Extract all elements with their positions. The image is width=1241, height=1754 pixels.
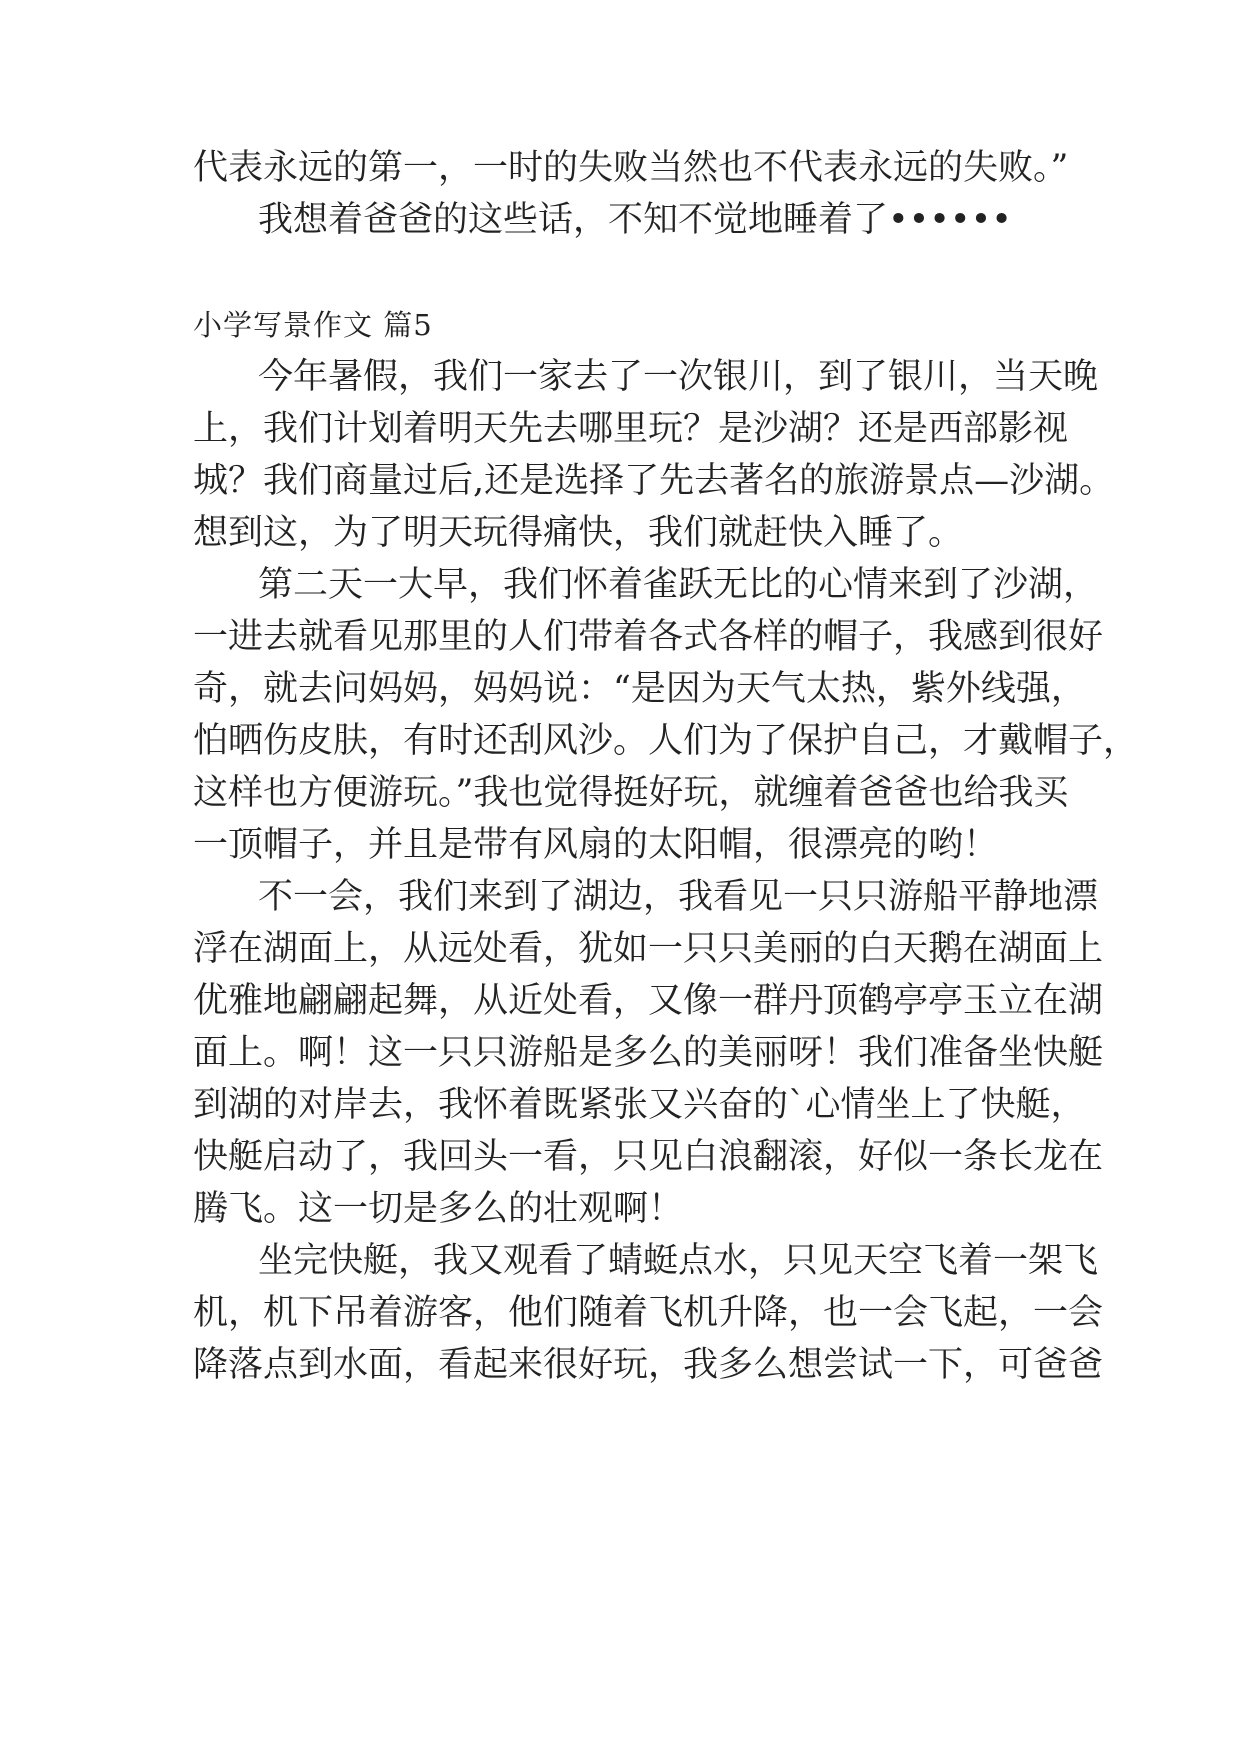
text-line: 上，我们计划着明天先去哪里玩？是沙湖？还是西部影视 xyxy=(193,409,1069,449)
text-line: 降落点到水面，看起来很好玩，我多么想尝试一下，可爸爸 xyxy=(193,1345,1104,1385)
text-line: 奇，就去问妈妈，妈妈说：“是因为天气太热，紫外线强， xyxy=(193,669,1086,709)
text-line: 想到这，为了明天玩得痛快，我们就赶快入睡了。 xyxy=(193,513,964,553)
text-line: 不一会，我们来到了湖边，我看见一只只游船平静地漂 xyxy=(258,877,1099,917)
text-line: 优雅地翩翩起舞，从近处看，又像一群丹顶鹤亭亭玉立在湖 xyxy=(193,981,1104,1021)
text-line: 我想着爸爸的这些话，不知不觉地睡着了•••••• xyxy=(258,200,1012,240)
text-line: 坐完快艇，我又观看了蜻蜓点水，只见天空飞着一架飞 xyxy=(258,1241,1099,1281)
text-line: 腾飞。这一切是多么的壮观啊！ xyxy=(193,1189,684,1229)
text-line: 怕晒伤皮肤，有时还刮风沙。人们为了保护自己，才戴帽子， xyxy=(193,721,1139,761)
section-heading: 小学写景作文 篇5 xyxy=(193,308,433,342)
text-line: 一进去就看见那里的人们带着各式各样的帽子，我感到很好 xyxy=(193,617,1104,657)
text-line: 一顶帽子，并且是带有风扇的太阳帽，很漂亮的哟！ xyxy=(193,825,999,865)
text-line: 代表永远的第一，一时的失败当然也不代表永远的失败。” xyxy=(193,148,1069,188)
text-line: 面上。啊！这一只只游船是多么的美丽呀！我们准备坐快艇 xyxy=(193,1033,1104,1073)
text-line: 今年暑假，我们一家去了一次银川，到了银川，当天晚 xyxy=(258,357,1099,397)
text-line: 第二天一大早，我们怀着雀跃无比的心情来到了沙湖， xyxy=(258,565,1099,605)
text-line: 快艇启动了，我回头一看，只见白浪翻滚，好似一条长龙在 xyxy=(193,1137,1104,1177)
text-line: 浮在湖面上，从远处看，犹如一只只美丽的白天鹅在湖面上 xyxy=(193,929,1104,969)
text-line: 城？我们商量过后,还是选择了先去著名的旅游景点—沙湖。 xyxy=(193,461,1115,501)
text-line: 到湖的对岸去，我怀着既紧张又兴奋的`心情坐上了快艇， xyxy=(193,1085,1086,1125)
text-line: 机，机下吊着游客，他们随着飞机升降，也一会飞起，一会 xyxy=(193,1293,1104,1333)
text-line: 这样也方便游玩。”我也觉得挺好玩，就缠着爸爸也给我买 xyxy=(193,773,1069,813)
